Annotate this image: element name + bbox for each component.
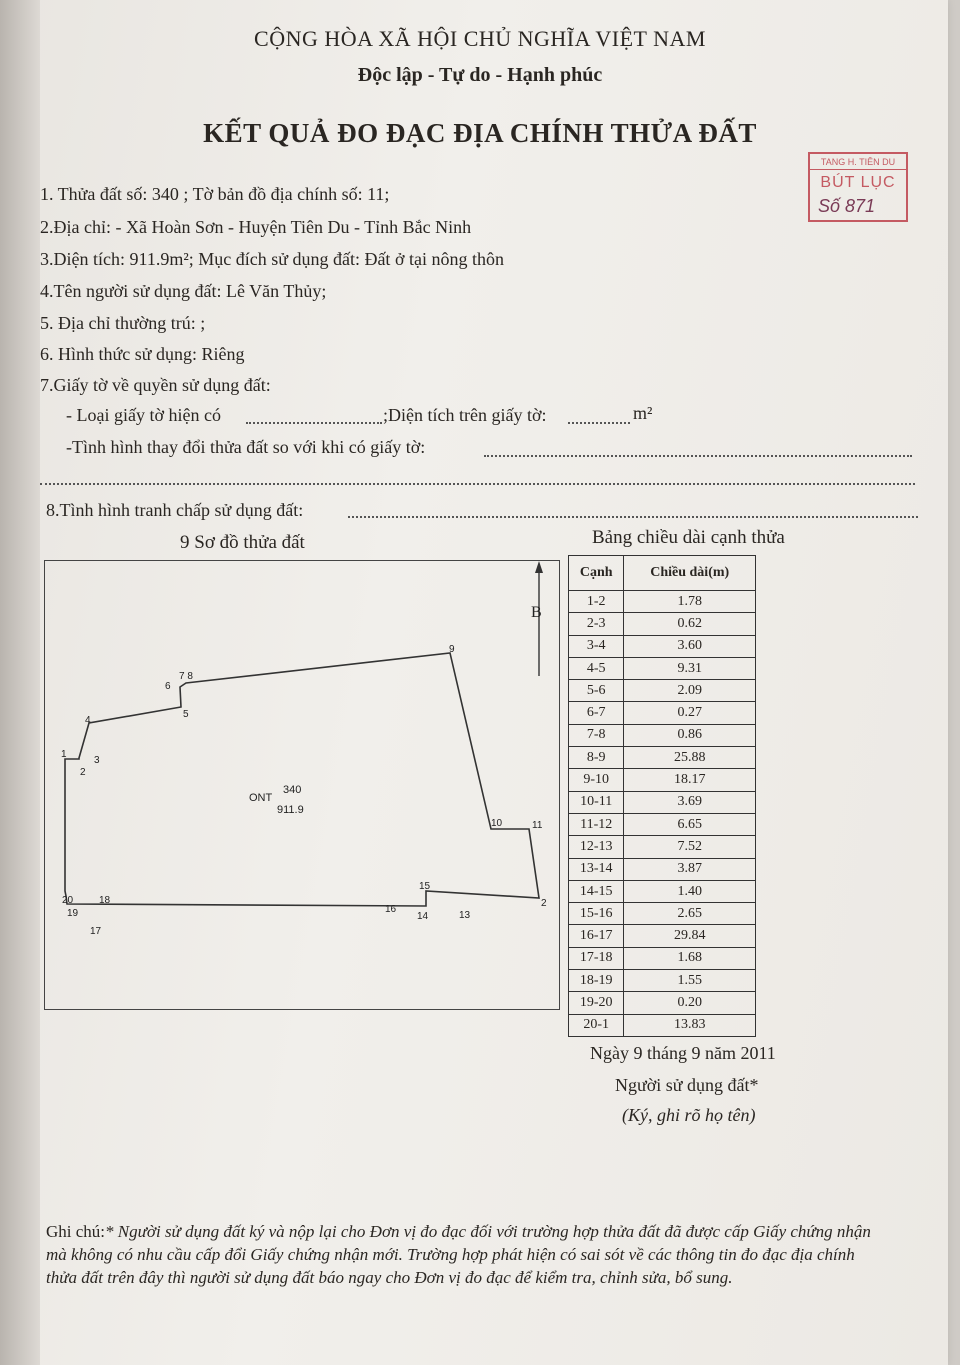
vertex-label: 2 — [80, 767, 86, 778]
vertex-label: 4 — [85, 715, 91, 726]
field-documents: 7.Giấy tờ về quyền sử dụng đất: — [40, 375, 271, 395]
document-title: KẾT QUẢ ĐO ĐẠC ĐỊA CHÍNH THỬA ĐẤT — [203, 118, 757, 148]
doc-type-dots — [246, 422, 382, 424]
length-cell: 1.78 — [624, 591, 756, 613]
edge-cell: 14-15 — [569, 880, 624, 902]
parcel-diagram — [45, 561, 559, 1009]
table-row — [569, 791, 756, 813]
length-cell: 13.83 — [624, 1014, 756, 1036]
table-row — [569, 680, 756, 702]
vertex-label: 9 — [449, 644, 455, 655]
vertex-label: 11 — [532, 820, 543, 831]
edge-cell: 11-12 — [569, 813, 624, 835]
vertex-label: 16 — [385, 904, 397, 915]
length-cell: 7.52 — [624, 836, 756, 858]
length-cell: 2.65 — [624, 903, 756, 925]
table-row — [569, 970, 756, 992]
vertex-label: 5 — [183, 709, 189, 720]
length-cell: 29.84 — [624, 925, 756, 947]
length-cell: 1.40 — [624, 880, 756, 902]
field-usage-form: 6. Hình thức sử dụng: Riêng — [40, 344, 245, 364]
table-row — [569, 613, 756, 635]
field-dispute: 8.Tình hình tranh chấp sử dụng đất: — [46, 500, 304, 520]
table-row — [569, 947, 756, 969]
field-doc-area-label: ;Diện tích trên giấy tờ: — [383, 405, 547, 425]
table-row — [569, 813, 756, 835]
length-cell: 18.17 — [624, 769, 756, 791]
vertex-label: 10 — [491, 818, 503, 829]
length-cell: 3.87 — [624, 858, 756, 880]
length-cell: 1.55 — [624, 970, 756, 992]
edge-cell: 5-6 — [569, 680, 624, 702]
sign-instruction: (Ký, ghi rõ họ tên) — [622, 1105, 756, 1125]
edge-cell: 12-13 — [569, 836, 624, 858]
length-cell: 0.62 — [624, 613, 756, 635]
motto-heading: Độc lập - Tự do - Hạnh phúc — [357, 64, 603, 86]
sign-role: Người sử dụng đất* — [615, 1075, 759, 1095]
edge-cell: 15-16 — [569, 903, 624, 925]
doc-area-dots — [568, 422, 630, 424]
north-arrow-head — [535, 561, 543, 573]
length-cell: 3.60 — [624, 635, 756, 657]
edge-cell: 18-19 — [569, 970, 624, 992]
length-cell: 0.20 — [624, 992, 756, 1014]
vertex-labels — [61, 644, 547, 937]
vertex-label: 17 — [90, 926, 102, 937]
table-row — [569, 925, 756, 947]
blank-dots-line — [40, 483, 915, 485]
stamp-top-text: TANG H. TIÊN DU — [810, 157, 906, 170]
field-doc-area-unit: m² — [633, 403, 653, 423]
parcel-number: 340 — [283, 784, 302, 796]
sign-date: Ngày 9 tháng 9 năm 2011 — [590, 1043, 776, 1063]
field-parcel-number: 1. Thửa đất số: 340 ; Tờ bản đồ địa chính số: 11; — [40, 184, 390, 204]
edge-cell: 16-17 — [569, 925, 624, 947]
length-cell: 0.86 — [624, 724, 756, 746]
archive-stamp — [808, 152, 908, 222]
edge-table-title: Bảng chiều dài cạnh thửa — [592, 527, 785, 548]
stamp-main-text: BÚT LỤC — [820, 174, 896, 191]
field-address: 2.Địa chỉ: - Xã Hoàn Sơn - Huyện Tiên Du - Tỉnh Bắc Ninh — [40, 217, 472, 237]
vertex-label: 6 — [165, 681, 171, 692]
vertex-label: 2 — [541, 898, 547, 909]
col-edge-header: Cạnh — [569, 556, 624, 591]
field-area-purpose: 3.Diện tích: 911.9m²; Mục đích sử dụng đất: Đất ở tại nông thôn — [40, 249, 504, 269]
vertex-label: 19 — [67, 908, 79, 919]
north-label: B — [531, 604, 542, 621]
vertex-label: 13 — [459, 910, 471, 921]
length-cell: 25.88 — [624, 747, 756, 769]
edge-cell: 17-18 — [569, 947, 624, 969]
table-row — [569, 858, 756, 880]
edge-cell: 7-8 — [569, 724, 624, 746]
edge-cell: 3-4 — [569, 635, 624, 657]
col-length-header: Chiều dài(m) — [624, 556, 756, 591]
table-row — [569, 903, 756, 925]
dispute-dots — [348, 516, 918, 518]
edge-cell: 10-11 — [569, 791, 624, 813]
field-change-status: -Tình hình thay đổi thửa đất so với khi có giấy tờ: — [66, 437, 426, 457]
length-cell: 6.65 — [624, 813, 756, 835]
parcel-area: 911.9 — [277, 804, 304, 816]
table-row — [569, 1014, 756, 1036]
vertex-label: 7 8 — [179, 671, 193, 682]
vertex-label: 3 — [94, 755, 100, 766]
edge-cell: 4-5 — [569, 657, 624, 679]
vertex-label: 1 — [61, 749, 67, 760]
edge-cell: 2-3 — [569, 613, 624, 635]
diagram-title: 9 Sơ đồ thửa đất — [180, 532, 305, 553]
stamp-number: Số 871 — [818, 196, 876, 216]
table-row — [569, 747, 756, 769]
table-row — [569, 724, 756, 746]
length-cell: 1.68 — [624, 947, 756, 969]
length-cell: 3.69 — [624, 791, 756, 813]
table-row — [569, 836, 756, 858]
table-row — [569, 635, 756, 657]
edge-cell: 19-20 — [569, 992, 624, 1014]
parcel-diagram-frame — [44, 560, 560, 1010]
edge-cell: 9-10 — [569, 769, 624, 791]
edge-length-table — [568, 555, 756, 1037]
parcel-label: ONT — [249, 792, 273, 804]
field-residence: 5. Địa chỉ thường trú: ; — [40, 313, 206, 333]
footnote-label: Ghi chú: — [46, 1222, 106, 1241]
parcel-boundary — [65, 653, 539, 906]
footnote — [46, 1220, 876, 1289]
length-cell: 2.09 — [624, 680, 756, 702]
vertex-label: 18 — [99, 895, 111, 906]
length-cell: 0.27 — [624, 702, 756, 724]
vertex-label: 20 — [62, 895, 74, 906]
vertex-label: 15 — [419, 881, 431, 892]
field-owner-name: 4.Tên người sử dụng đất: Lê Văn Thủy; — [40, 281, 327, 301]
vertex-label: 14 — [417, 911, 429, 922]
footnote-text: * Người sử dụng đất ký và nộp lại cho Đơn vị đo đạc đối với trường hợp thửa đất đã được cấp Giấy chứng nhận mà không có nhu cầu cấp đổi Giấy chứng nhận mới. Trường hợp phát hiện có sai sót về các thông tin đo đạc địa chính thửa đất trên đây thì người sử dụng đất báo ngay cho Đơn vị đo đạc để kiểm tra, chỉnh sửa, bổ sung. — [46, 1222, 871, 1287]
edge-cell: 13-14 — [569, 858, 624, 880]
table-row — [569, 702, 756, 724]
change-status-dots — [484, 455, 912, 457]
edge-cell: 8-9 — [569, 747, 624, 769]
table-row — [569, 591, 756, 613]
republic-heading: CỘNG HÒA XÃ HỘI CHỦ NGHĨA VIỆT NAM — [254, 26, 706, 51]
table-row — [569, 769, 756, 791]
table-row — [569, 992, 756, 1014]
table-header-row — [569, 556, 756, 591]
edge-cell: 20-1 — [569, 1014, 624, 1036]
table-row — [569, 657, 756, 679]
length-cell: 9.31 — [624, 657, 756, 679]
page-fold-shadow — [0, 0, 40, 1365]
field-doc-type-label: - Loại giấy tờ hiện có — [66, 405, 221, 425]
edge-cell: 6-7 — [569, 702, 624, 724]
table-row — [569, 880, 756, 902]
edge-cell: 1-2 — [569, 591, 624, 613]
